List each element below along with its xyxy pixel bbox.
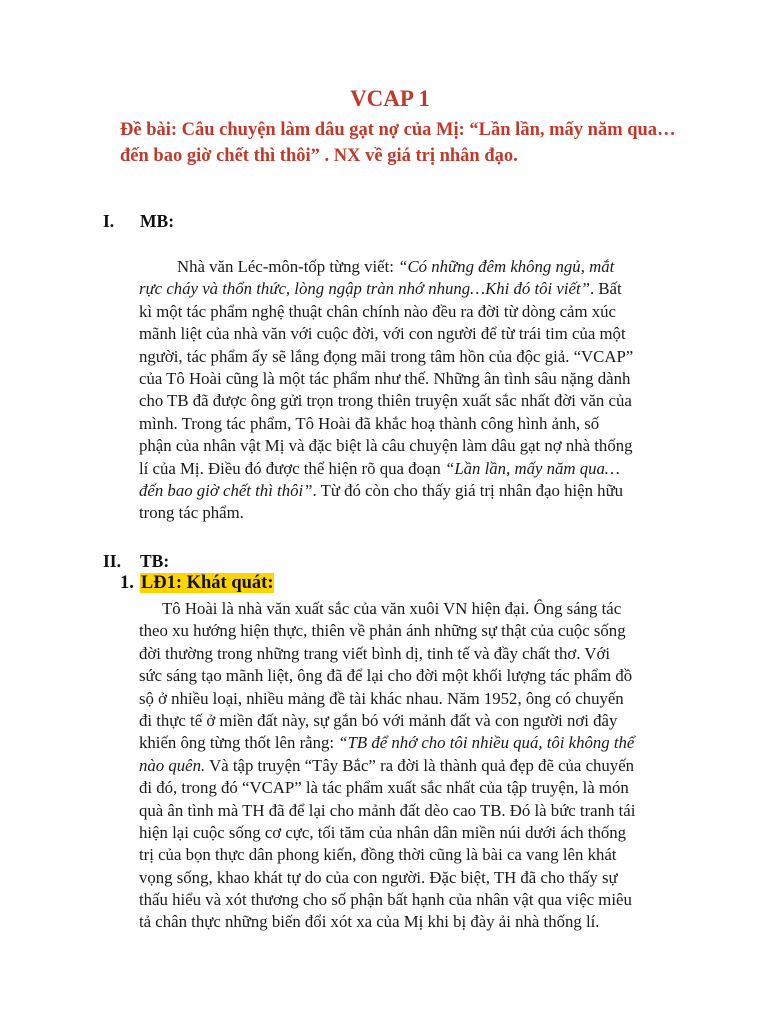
- line-text: đi thực tế ở miền đất này, sự gắn bó với mảnh đất và con người nơi đây: [139, 710, 618, 730]
- section-label: TB:: [140, 551, 170, 571]
- text-line: [139, 643, 635, 665]
- line-text: thấu hiểu và xót thương cho số phận bất hạnh của nhân vật qua việc miêu: [139, 890, 632, 910]
- text-line: [139, 710, 635, 732]
- document-title: VCAP 1: [350, 86, 430, 111]
- section-number: II.: [103, 551, 121, 571]
- text-line: [139, 800, 635, 822]
- line-text: . Từ đó còn cho thấy giá trị nhân đạo hiện hữu: [312, 480, 624, 500]
- quoted-text: rực cháy và thổn thức, lòng ngập tràn nhớ nhung…Khi đó tôi viết”: [139, 279, 590, 299]
- section-label: MB:: [140, 211, 175, 231]
- text-line: [139, 368, 633, 390]
- line-text: trị của bọn thực dân phong kiến, đồng thời cũng là bài ca vang lên khát: [139, 845, 617, 865]
- line-text: Tô Hoài là nhà văn xuất sắc của văn xuôi VN hiện đại. Ông sáng tác: [162, 599, 622, 618]
- text-line: [139, 346, 633, 368]
- line-text: sộ ở nhiều loại, nhiều mảng đề tài khác nhau. Năm 1952, ông có chuyến: [139, 688, 624, 708]
- text-line: [139, 435, 633, 457]
- body-paragraph: [139, 598, 635, 934]
- line-text: tả chân thực những biến đổi xót xa của Mị khi bị đày ải nhà thống lí.: [139, 912, 600, 932]
- text-line: [139, 688, 635, 710]
- line-text: vọng sống, khao khát tự do của con người. Đặc biệt, TH đã cho thấy sự: [139, 867, 618, 887]
- line-text: mãnh liệt của nhà văn với cuộc đời, với con người để từ trái tim của một: [139, 324, 626, 344]
- quoted-text: nào quên.: [139, 755, 206, 775]
- line-text: cho TB đã được ông gửi trọn trong thiên truyện xuất sắc nhất đời văn của: [139, 391, 632, 411]
- line-text: phận của nhân vật Mị và đặc biệt là câu chuyện làm dâu gạt nợ nhà thống: [139, 436, 633, 456]
- line-text: Và tập truyện “Tây Bắc” ra đời là thành quả đẹp đẽ của chuyến: [205, 755, 635, 775]
- text-line: [139, 755, 635, 777]
- line-text: đi đó, trong đó “VCAP” là tác phẩm xuất sắc nhất của tập truyện, là món: [139, 778, 629, 798]
- text-line: [139, 256, 633, 278]
- text-line: [139, 458, 633, 480]
- essay-prompt-line-1: Đề bài: Câu chuyện làm dâu gạt nợ của Mị: “Lần lần, mấy năm qua…: [120, 120, 676, 140]
- line-text: Nhà văn Léc-môn-tốp từng viết:: [177, 257, 399, 276]
- text-line: [139, 665, 635, 687]
- text-line: [139, 732, 635, 754]
- line-text: người, tác phẩm ấy sẽ lắng đọng mãi trong tâm hồn của độc giả. “VCAP”: [139, 346, 634, 366]
- line-text: khiến ông từng thốt lên rằng:: [139, 733, 339, 753]
- text-line: [139, 822, 635, 844]
- text-line: [139, 390, 633, 412]
- quoted-text: “Có những đêm không ngủ, mắt: [398, 257, 615, 276]
- line-text: . Bất: [589, 279, 622, 299]
- text-line: [139, 889, 635, 911]
- line-text: lí của Mị. Điều đó được thể hiện rõ qua đoạn: [139, 458, 445, 478]
- subsection-heading: [120, 573, 274, 594]
- text-line: [139, 301, 633, 323]
- section-number: I.: [103, 211, 115, 231]
- text-line: [139, 278, 633, 300]
- line-text: hiện lại cuộc sống cơ cực, tối tăm của nhân dân miền núi dưới ách thống: [139, 822, 627, 842]
- text-line: [139, 777, 635, 799]
- text-line: [139, 480, 633, 502]
- essay-prompt-line-2: đến bao giờ chết thì thôi” . NX về giá trị nhân đạo.: [120, 146, 518, 166]
- subsection-number: 1.: [120, 573, 134, 593]
- quoted-text: “Lần lần, mấy năm qua…: [444, 458, 620, 478]
- essay-prompt: [120, 117, 700, 169]
- text-line: [139, 413, 633, 435]
- quoted-text: “TB để nhớ cho tôi nhiều quá, tôi không thể: [338, 733, 635, 753]
- line-text: quà ân tình mà TH đã để lại cho mảnh đất dèo cao TB. Đó là bức tranh tái: [139, 800, 636, 820]
- text-line: [139, 502, 633, 524]
- line-text: sức sáng tạo mãnh liệt, ông đã để lại cho đời một khối lượng tác phẩm đồ: [139, 666, 633, 686]
- quoted-text: đến bao giờ chết thì thôi”: [139, 480, 313, 500]
- text-line: [139, 867, 635, 889]
- text-line: [139, 844, 635, 866]
- intro-paragraph: [139, 256, 633, 525]
- line-text: trong tác phẩm.: [139, 503, 244, 523]
- text-line: [139, 911, 635, 933]
- text-line: [139, 323, 633, 345]
- line-text: của Tô Hoài cũng là một tác phẩm như thế. Những ân tình sâu nặng dành: [139, 368, 631, 388]
- line-text: theo xu hướng hiện thực, thiên về phản ánh những sự thật của cuộc sống: [139, 621, 626, 641]
- line-text: mình. Trong tác phẩm, Tô Hoài đã khắc hoạ thành công hình ảnh, số: [139, 413, 600, 433]
- subsection-label-highlighted: LĐ1: Khát quát:: [140, 573, 274, 593]
- line-text: đời thường trong những trang viết bình dị, tinh tế và đầy chất thơ. Với: [139, 643, 610, 663]
- text-line: [139, 620, 635, 642]
- line-text: kì một tác phẩm nghệ thuật chân chính nào đều ra đời từ dòng cảm xúc: [139, 301, 616, 321]
- text-line: [139, 598, 635, 620]
